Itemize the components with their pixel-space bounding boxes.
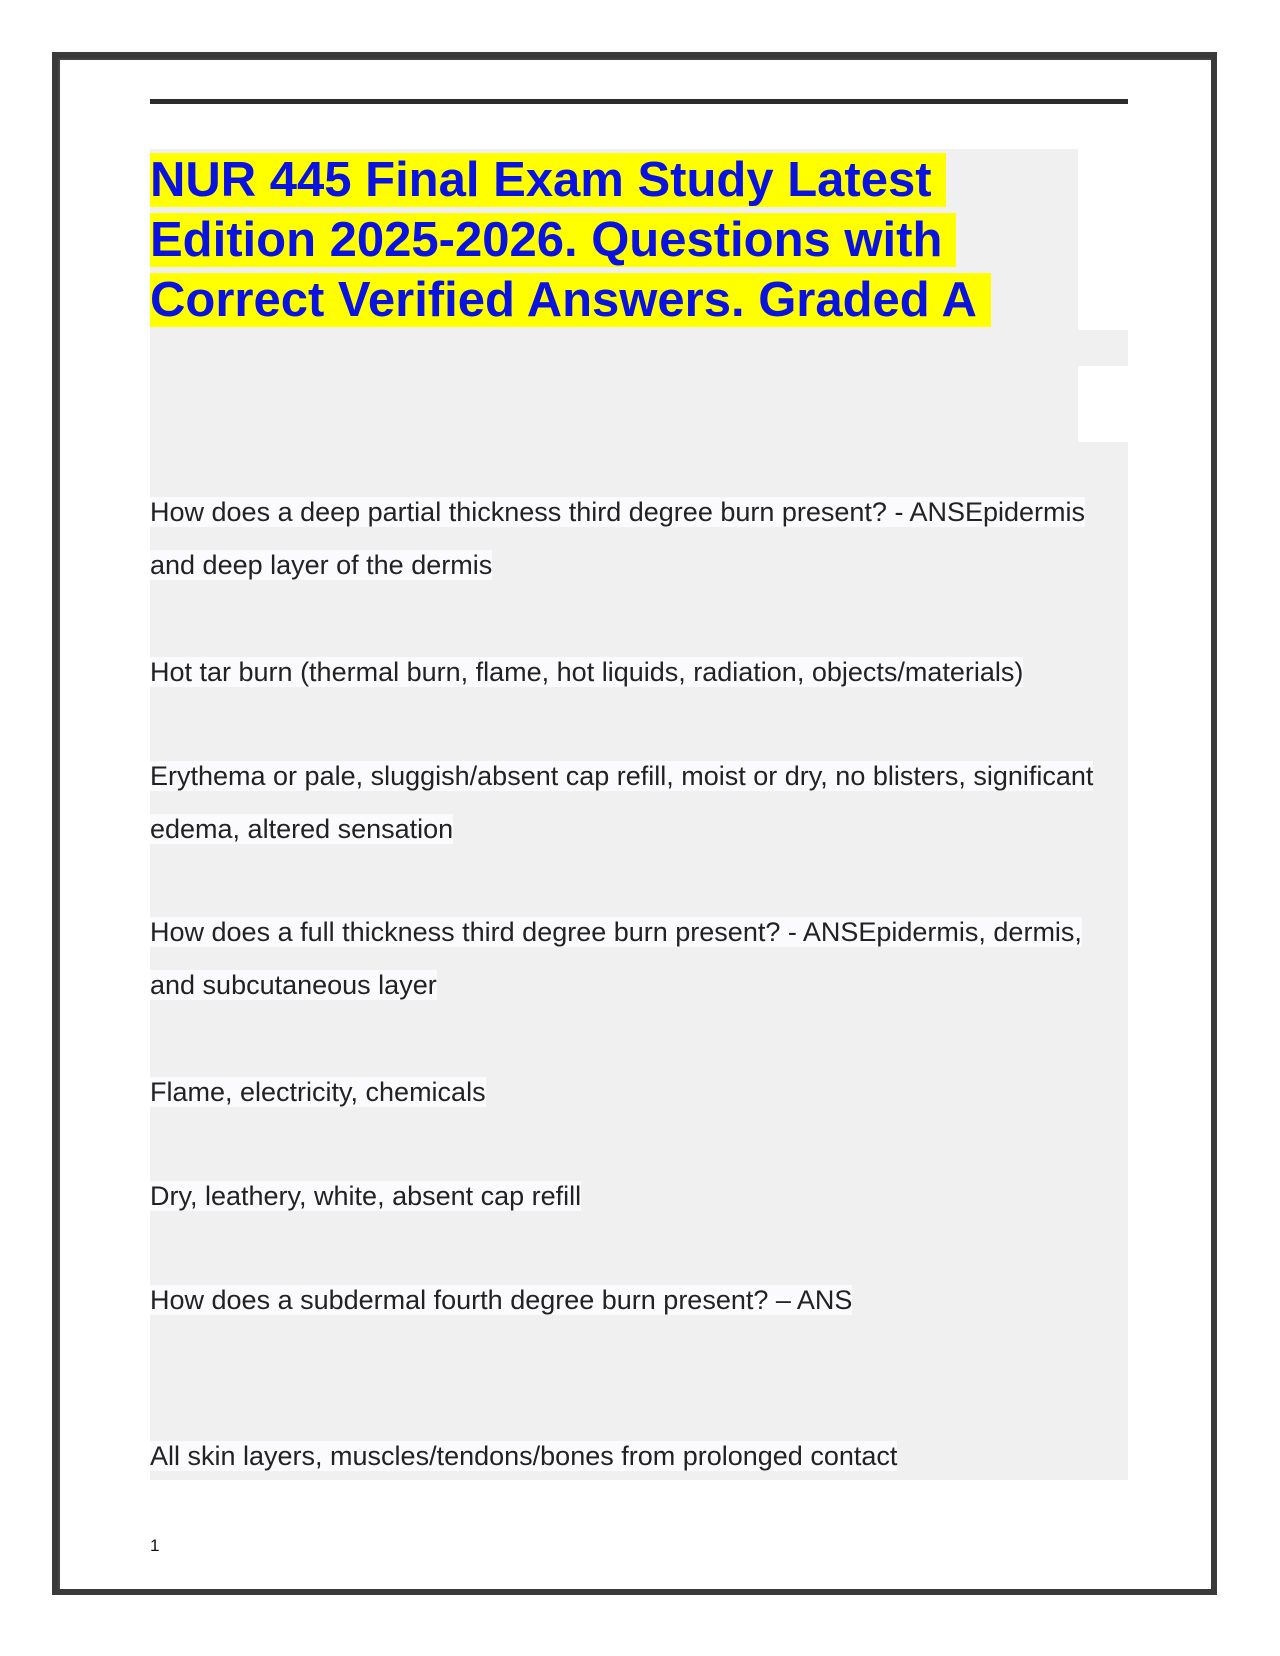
shaded-background [150,366,1078,442]
shaded-background [150,330,1128,366]
paragraph: All skin layers, muscles/tendons/bones from prolonged contact [150,1441,898,1471]
paragraph: Hot tar burn (thermal burn, flame, hot liquids, radiation, objects/materials) [150,657,1024,687]
title-highlight: NUR 445 Final Exam Study Latest Edition 2025-2026. Questions with Correct Verified Answers. Graded A [150,153,991,327]
page-number: 1 [150,1536,160,1555]
header-rule [150,99,1128,104]
paragraph: Dry, leathery, white, absent cap refill [150,1181,582,1211]
paragraph: Flame, electricity, chemicals [150,1077,486,1107]
paragraph: Erythema or pale, sluggish/absent cap refill, moist or dry, no blisters, significant edema, altered sensation [150,761,1094,844]
paragraph: How does a deep partial thickness third degree burn present? - ANSEpidermis and deep layer of the dermis [150,497,1086,580]
paragraph: How does a subdermal fourth degree burn present? – ANS [150,1285,853,1315]
document-title [150,150,1050,330]
paragraph: How does a full thickness third degree burn present? - ANSEpidermis, dermis, and subcutaneous layer [150,917,1082,1000]
